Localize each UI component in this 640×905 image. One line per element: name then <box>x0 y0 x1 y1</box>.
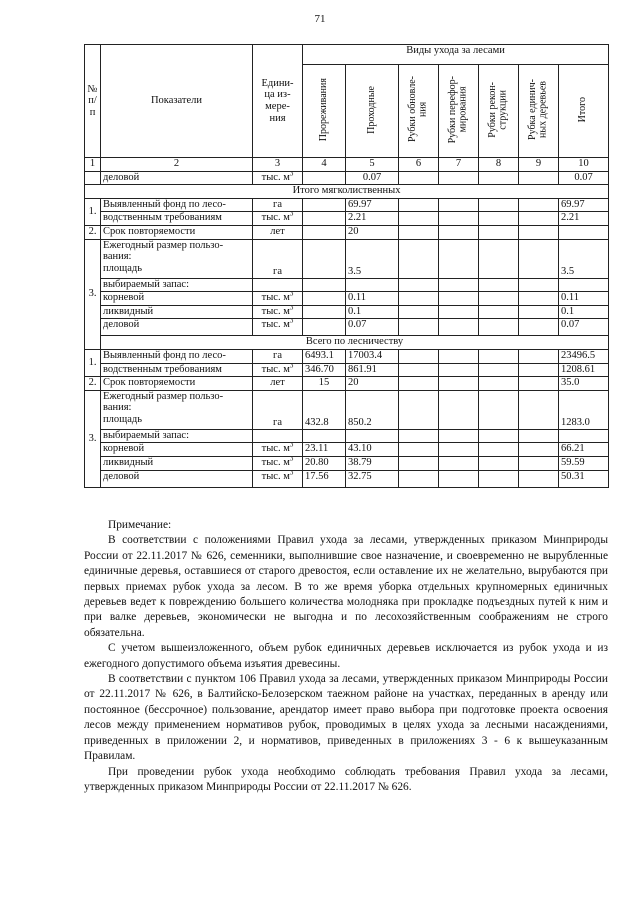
section-title: Итого мягколиственных <box>85 185 609 199</box>
header-col-single-trees: Рубка единич- ных деревьев <box>519 65 559 158</box>
table-row: деловой тыс. $м^3$ 17.56 32.75 50.31 <box>85 470 609 487</box>
header-col-reformation: Рубки перефор- мирования <box>439 65 479 158</box>
notes-paragraph-4: При проведении рубок ухода необходимо соблюдать требования Правил ухода за лесами, утвержденных приказом Минприроды России от 22.11.2017 № 626. <box>84 765 608 793</box>
table-row: выбираемый запас: <box>85 278 609 292</box>
section-title-row <box>85 336 609 350</box>
forest-care-table <box>84 44 609 488</box>
notes-paragraph-3: В соответствии с пунктом 106 Правил ухода за лесами, утвержденных приказом Минприроды России от 22.11.2017 № 626, в Балтийско-Белозерском таежном районе на участках, переданных в аренду или постоянное (бессрочное) пользование, арендатор имеет право выбора при подготовке проекта освоения лесов между применением нормативов рубок, проводимых в целях ухода за лесными насаждениями, приведенных в приложении 2, и нормативов, приведенных в приложениях 3 - 6 к вышеуказанным Правилам. <box>84 673 608 763</box>
table-row: корневой тыс. $м^3$ 23.11 43.10 66.21 <box>85 443 609 457</box>
header-col-reconstruction: Рубки рекон- струкции <box>479 65 519 158</box>
header-col-passage: Проходные <box>346 65 399 158</box>
header-row-1 <box>85 45 609 65</box>
column-numbers-row: 1 2 3 4 5 6 7 8 9 10 <box>85 158 609 172</box>
header-col-renewal: Рубки обновле- ния <box>399 65 439 158</box>
unit-cell: тыс. $м^3$ <box>253 171 303 185</box>
table-row: 3. Ежегодный размер пользо- вания: площадь га 432.8 850.2 1283.0 <box>85 390 609 429</box>
table-row: 1. Выявленный фонд по лесо- га 69.97 69.97 <box>85 198 609 212</box>
table-row: корневой тыс. $м^3$ 0.11 0.11 <box>85 292 609 306</box>
header-unit: Едини- ца из- мере- ния <box>253 45 303 158</box>
header-indicators: Показатели <box>101 45 253 158</box>
section-title-row <box>85 185 609 199</box>
page-number: 71 <box>314 13 326 25</box>
table-row: водственным требованиям тыс. $м^3$ 2.21 2.21 <box>85 212 609 226</box>
header-col-thinning: Прореживания <box>303 65 346 158</box>
table-row: выбираемый запас: <box>85 429 609 443</box>
notes-paragraph-1: В соответствии с положениями Правил ухода за лесами, утвержденных приказом Минприроды России от 22.11.2017 № 626, семенники, выполнившие свое назначение, и своевременно не вырубленные единичные деревья, оставшиеся от старого древостоя, если оставление их не желательно, вырубаются при первых приемах рубок ухода за лесом. В то же время уборка отдельных крупномерных единичных деревьев ведет к повреждению большего количества молодняка при прокладке подъездных путей к ним и при валке деревьев, экономически не выгодна и по лесохозяйственным соображениям не строго обязательна. <box>84 534 608 639</box>
table-row: деловой тыс. $м^3$ 0.07 0.07 <box>85 171 609 185</box>
table-row: ликвидный тыс. $м^3$ 0.1 0.1 <box>85 305 609 319</box>
header-group: Виды ухода за лесами <box>303 45 609 65</box>
notes-paragraph-2: С учетом вышеизложенного, объем рубок единичных деревьев исключается из рубок ухода и из ежегодного допустимого объема изъятия древесины. <box>84 642 608 670</box>
table-row: 3. Ежегодный размер пользо- вания: площадь га 3.5 3.5 <box>85 239 609 278</box>
table-row: 2. Срок повторяемости лет 20 <box>85 225 609 239</box>
header-col-total: Итого <box>559 65 609 158</box>
notes-title: Примечание: <box>108 519 172 531</box>
table-row: ликвидный тыс. $м^3$ 20.80 38.79 59.59 <box>85 456 609 470</box>
table-row: деловой тыс. $м^3$ 0.07 0.07 <box>85 319 609 336</box>
header-num: № п/п <box>85 45 101 158</box>
notes-section <box>84 518 608 795</box>
table-row: водственным требованиям тыс. $м^3$ 346.70 861.91 1208.61 <box>85 363 609 377</box>
section-title: Всего по лесничеству <box>101 336 609 350</box>
table-row: 1. Выявленный фонд по лесо- га 6493.1 17003.4 23496.5 <box>85 349 609 363</box>
table-row: 2. Срок повторяемости лет 15 20 35.0 <box>85 377 609 391</box>
